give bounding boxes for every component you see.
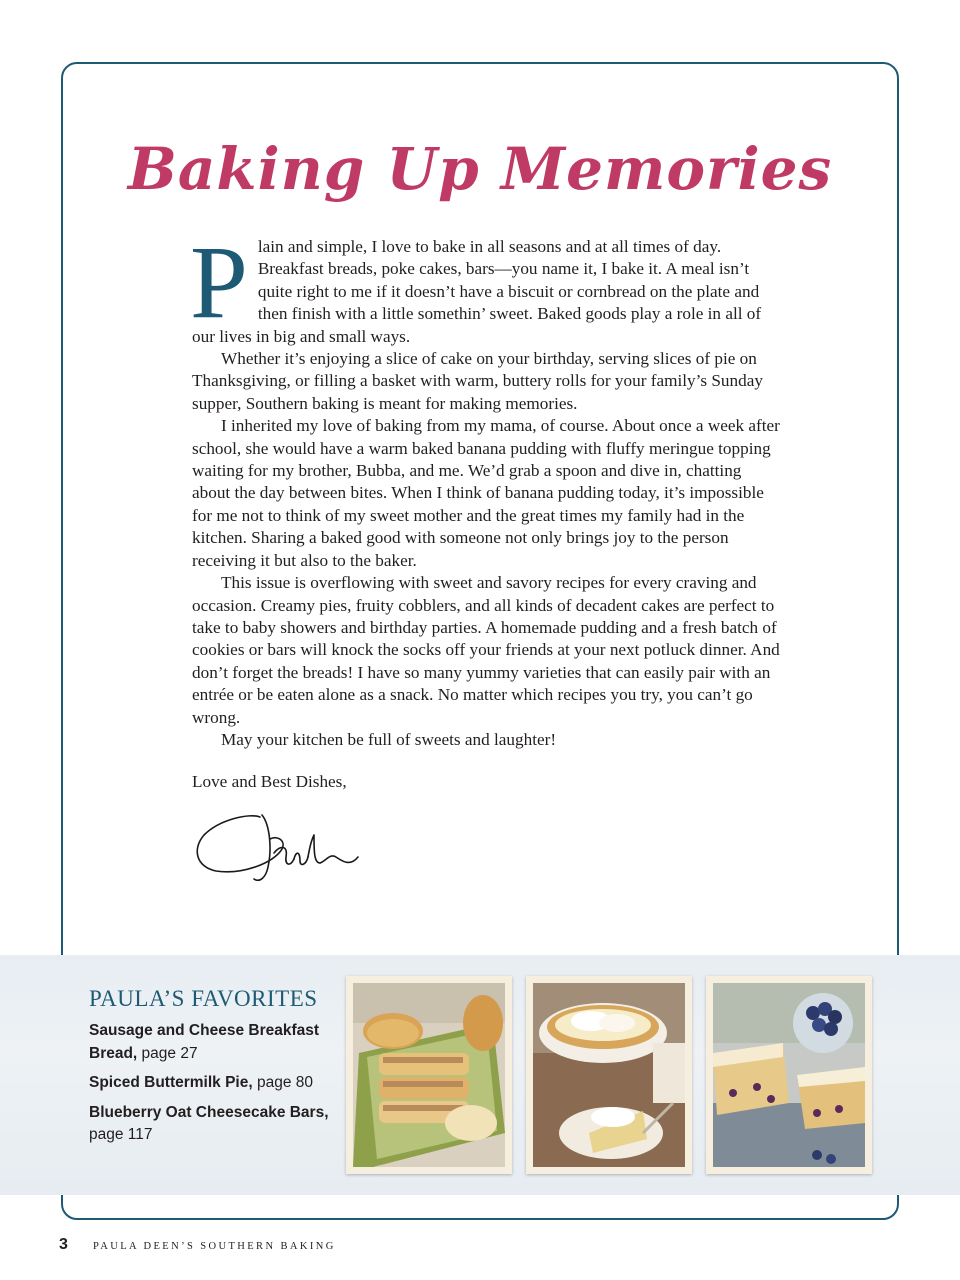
article-body [190, 225, 782, 751]
paragraph-2: Whether it’s enjoying a slice of cake on your birthday, serving slices of pie on Thanksgiving, or filling a basket with warm, buttery rolls for your family’s Sunday supper, Southern baking is meant for making memories. [192, 349, 763, 413]
favorites-heading: PAULA’S FAVORITES [89, 986, 318, 1011]
favorite-item: Spiced Buttermilk Pie, page 80 [89, 1074, 314, 1091]
breakfast-bread-photo [346, 976, 512, 1174]
closing-line: Love and Best Dishes, [192, 772, 347, 791]
page-number: 3 [59, 1236, 68, 1253]
paragraph-3: I inherited my love of baking from my mama, of course. About once a week after school, she would have a warm baked banana pudding with fluffy meringue topping waiting for my brother, Bubba, and me. We’d grab a spoon and dive in, chatting about the day between bites. When I think of banana pudding today, it’s impossible for me not to think of my sweet mother and the great times my family had in the kitchen. Sharing a baked good with someone not only brings joy to the person receiving it but also to the baker. [192, 416, 780, 570]
buttermilk-pie-photo [526, 976, 692, 1174]
paragraph-1: Plain and simple, I love to bake in all seasons and at all times of day. Breakfast breads, poke cakes, bars—you name it, I bake it. A meal isn’t quite right to me if it doesn’t have a biscuit or cornbread on the plate and then finish with a little somethin’ sweet. Baked goods play a role in all of our lives in big and small ways. [190, 225, 762, 346]
article-title: Baking Up Memories [127, 135, 833, 203]
paragraph-4: This issue is overflowing with sweet and savory recipes for every craving and occasion. Creamy pies, fruity cobblers, and all kinds of decadent cakes are perfect to take to baby showers and birthday parties. A homemade pudding and a fresh batch of cookies or bars will knock the socks off your friends at your next potluck dinner. And don’t forget the breads! I have so many yummy varieties that can easily pair with an entrée or be eaten alone as a snack. No matter which recipes you try, you can’t go wrong. [192, 573, 780, 727]
blueberry-bars-photo [706, 976, 872, 1174]
paragraph-5: May your kitchen be full of sweets and laughter! [221, 729, 557, 749]
favorite-item: Blueberry Oat Cheesecake Bars, page 117 [89, 1103, 329, 1143]
signature [190, 805, 370, 890]
drop-cap: P [190, 225, 248, 340]
favorites-list [89, 1020, 339, 1154]
running-title: PAULA DEEN’S SOUTHERN BAKING [93, 1241, 336, 1252]
favorite-item: Sausage and Cheese Breakfast Bread, page 27 [89, 1022, 320, 1062]
